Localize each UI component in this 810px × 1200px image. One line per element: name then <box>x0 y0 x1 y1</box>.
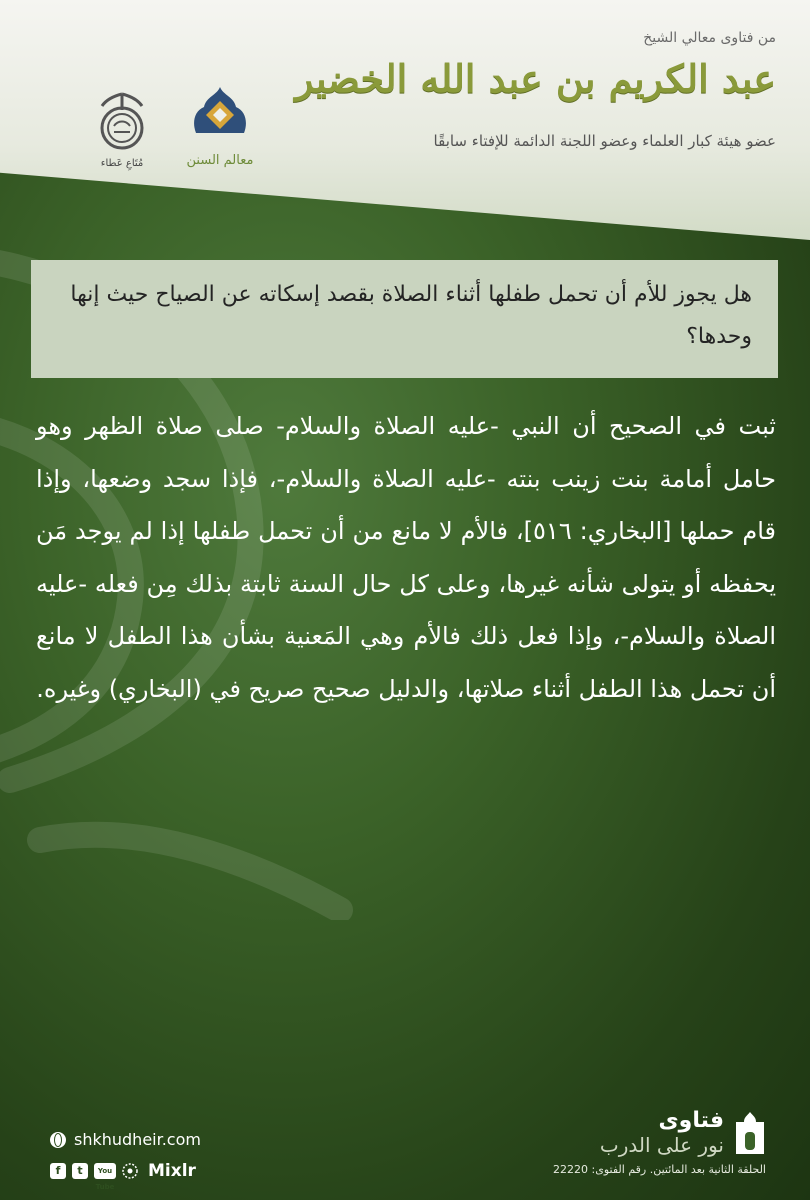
footer-contacts <box>50 1130 201 1191</box>
question-text: هل يجوز للأم أن تحمل طفلها أثناء الصلاة بقصد إسكاته عن الصياح حيث إنها وحدها؟ <box>70 282 752 349</box>
seal-logo-label: مُتَاعِ عَطاء <box>100 158 144 169</box>
palm-seal-icon <box>96 90 148 152</box>
mixlr-link[interactable]: Mixlr <box>148 1161 196 1181</box>
social-row <box>50 1161 201 1191</box>
soundcloud-icon[interactable] <box>122 1163 138 1179</box>
sheikh-name: عبد الكريم بن عبد الله الخضير <box>295 56 776 101</box>
website-row <box>50 1130 201 1149</box>
youtube-icon[interactable]: You Tube <box>94 1163 116 1179</box>
program-branding <box>553 1108 766 1176</box>
episode-info: الحلقة الثانية بعد المائتين. رقم الفتوى: 22220 <box>553 1163 766 1176</box>
globe-icon <box>50 1132 66 1148</box>
website-link[interactable]: shkhudheir.com <box>74 1130 201 1149</box>
program-title <box>600 1108 724 1157</box>
sunan-emblem-icon <box>190 85 250 147</box>
program-title-row <box>553 1108 766 1157</box>
question-box <box>31 260 778 378</box>
facebook-icon[interactable]: f <box>50 1163 66 1179</box>
twitter-icon[interactable]: t <box>72 1163 88 1179</box>
sunan-logo <box>180 85 260 168</box>
program-logo-icon <box>734 1110 766 1156</box>
seal-logo <box>90 90 154 169</box>
program-name-fatawa: فتاوى <box>658 1108 724 1133</box>
header-prefix: من فتاوى معالي الشيخ <box>643 30 776 46</box>
sheikh-title: عضو هيئة كبار العلماء وعضو اللجنة الدائمة للإفتاء سابقًا <box>433 132 776 150</box>
answer-text: ثبت في الصحيح أن النبي -عليه الصلاة والسلام- صلى صلاة الظهر وهو حامل أمامة بنت زينب بنته -عليه الصلاة والسلام-، فإذا سجد وضعها، وإذا قام حملها [البخاري: ٥١٦]، فالأم لا مانع من أن تحمل طفلها إذا لم يوجد مَن يحفظه أو يتولى شأنه غيرها، وعلى كل حال السنة ثابتة بذلك مِن فعله -عليه الصلاة والسلام-، وإذا فعل ذلك فالأم وهي المَعنية بشأن هذا الطفل لا مانع أن تحمل هذا الطفل أثناء صلاتها، والدليل صحيح صريح في (البخاري) وغيره. <box>36 412 776 703</box>
program-name-noor: نور على الدرب <box>599 1133 724 1157</box>
sunan-logo-label: معالم السنن <box>186 153 254 168</box>
